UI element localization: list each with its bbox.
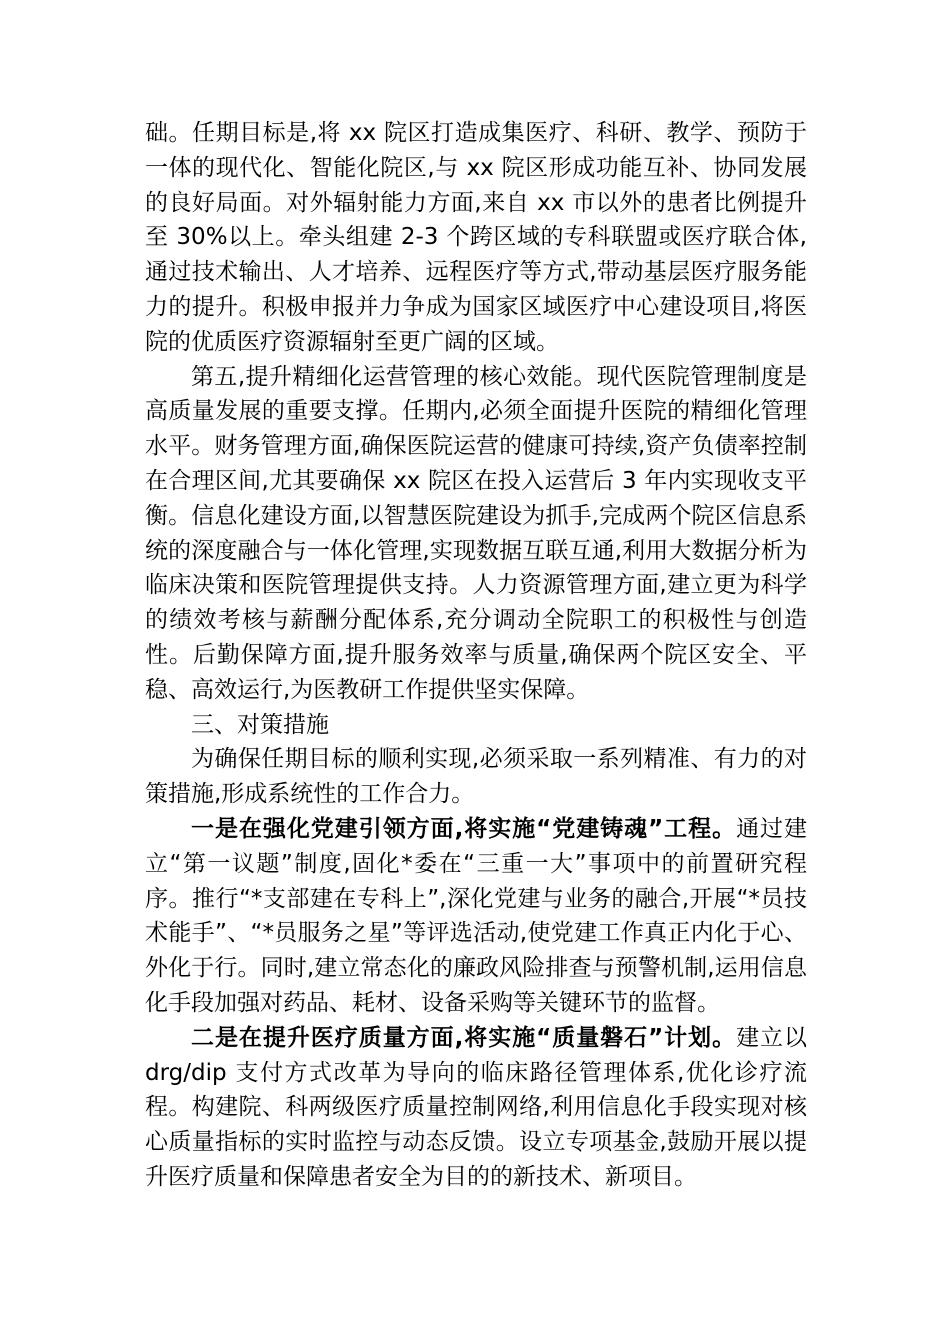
paragraph-continuation: 础。任期目标是,将 xx 院区打造成集医疗、科研、教学、预防于一体的现代化、智能化院区,与 xx 院区形成功能互补、协同发展的良好局面。对外辐射能力方面,来自 xx 市以外的患者比例提升至 30%以上。牵头组建 2-3 个跨区域的专科联盟或医疗联合体,通过技术输出、人才培养、远程医疗等方式,带动基层医疗服务能力的提升。积极申报并力争成为国家区域医疗中心建设项目,将医院的优质医疗资源辐射至更广阔的区域。 — [145, 120, 807, 355]
paragraph-intro-measures: 为确保任期目标的顺利实现,必须采取一系列精准、有力的对策措施,形成系统性的工作合力。 — [145, 746, 807, 808]
paragraph-measure-two — [145, 1021, 807, 1195]
measure-two-lead: 二是在提升医疗质量方面,将实施“质量磐石”计划。 — [191, 1024, 737, 1051]
section-heading: 三、对策措施 — [191, 711, 329, 738]
measure-one-lead: 一是在强化党建引领方面,将实施“党建铸魂”工程。 — [191, 815, 737, 842]
paragraph-fifth-goal: 第五,提升精细化运营管理的核心效能。现代医院管理制度是高质量发展的重要支撑。任期内,必须全面提升医院的精细化管理水平。财务管理方面,确保医院运营的健康可持续,资产负债率控制在合理区间,尤其要确保 xx 院区在投入运营后 3 年内实现收支平衡。信息化建设方面,以智慧医院建设为抓手,完成两个院区信息系统的深度融合与一体化管理,实现数据互联互通,利用大数据分析为临床决策和医院管理提供支持。人力资源管理方面,建立更为科学的绩效考核与薪酬分配体系,充分调动全院职工的积极性与创造性。后勤保障方面,提升服务效率与质量,确保两个院区安全、平稳、高效运行,为医教研工作提供坚实保障。 — [145, 363, 807, 703]
paragraph-measure-one — [145, 812, 807, 1021]
document-body — [145, 116, 807, 1195]
measure-two-text: 建立以 drg/dip 支付方式改革为导向的临床路径管理体系,优化诊疗流程。构建院、科两级医疗质量控制网络,利用信息化手段实现对核心质量指标的实时监控与动态反馈。设立专项基金,鼓励开展以提升医疗质量和保障患者安全为目的的新技术、新项目。 — [145, 1024, 807, 1190]
measure-one-text: 通过建立“第一议题”制度,固化*委在“三重一大”事项中的前置研究程序。推行“*支部建在专科上”,深化党建与业务的融合,开展“*员技术能手”、“*员服务之星”等评选活动,使党建工作真正内化于心、外化于行。同时,建立常态化的廉政风险排查与预警机制,运用信息化手段加强对药品、耗材、设备采购等关键环节的监督。 — [145, 815, 807, 1016]
